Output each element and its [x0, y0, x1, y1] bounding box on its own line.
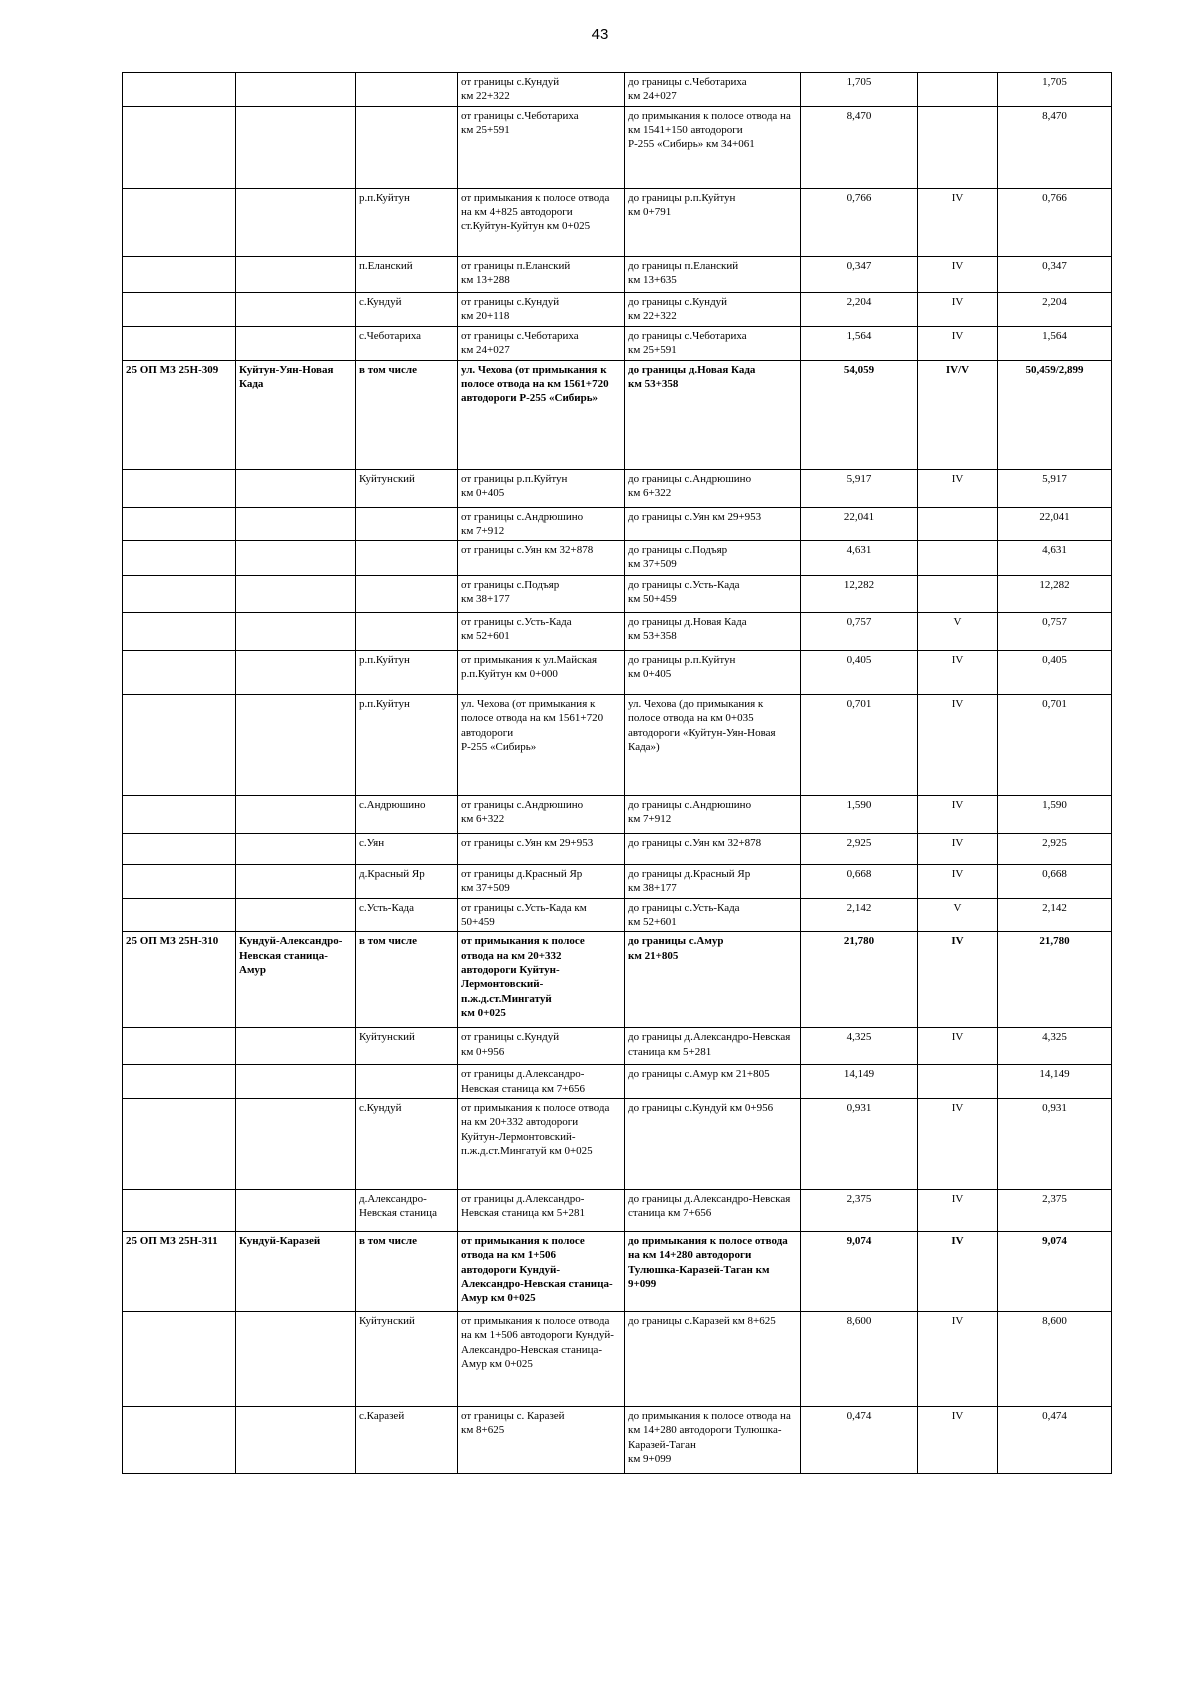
length-cell: 5,917: [801, 469, 918, 507]
length-cell: 1,590: [801, 796, 918, 834]
table-row: [123, 73, 1112, 107]
from-cell: от границы д.Александро- Невская станица км 5+281: [458, 1189, 625, 1231]
to-cell: до примыкания к полосе отвода на км 1541+150 автодороги Р-255 «Сибирь» км 34+061: [625, 106, 801, 188]
length-by-category-cell: 1,705: [998, 73, 1112, 107]
length-cell: 2,375: [801, 1189, 918, 1231]
length-cell: 4,631: [801, 541, 918, 576]
road-name-cell: Куйтун-Уян-Новая Када: [236, 360, 356, 469]
table-row: [123, 865, 1112, 899]
road-id-cell: [123, 834, 236, 865]
length-cell: 2,925: [801, 834, 918, 865]
from-cell: от примыкания к полосе отвода на км 20+332 автодороги Куйтун-Лермонтовский- п.ж.д.ст.Мингатуй км 0+025: [458, 1098, 625, 1189]
category-cell: IV: [918, 1098, 998, 1189]
length-cell: 0,474: [801, 1406, 918, 1473]
table-row: [123, 360, 1112, 469]
from-cell: ул. Чехова (от примыкания к полосе отвода на км 1561+720 автодороги Р-255 «Сибирь»: [458, 695, 625, 796]
length-cell: 14,149: [801, 1065, 918, 1099]
road-id-cell: [123, 651, 236, 695]
road-id-cell: [123, 292, 236, 326]
road-id-cell: [123, 1406, 236, 1473]
road-name-cell: [236, 292, 356, 326]
length-by-category-cell: 8,470: [998, 106, 1112, 188]
table-row: [123, 469, 1112, 507]
from-cell: от границы с.Кундуй км 0+956: [458, 1028, 625, 1065]
from-cell: от границы д.Александро- Невская станица км 7+656: [458, 1065, 625, 1099]
settlement-cell: с.Кундуй: [356, 292, 458, 326]
page-number: 43: [591, 26, 609, 43]
road-name-cell: [236, 576, 356, 613]
to-cell: до границы с.Чеботариха км 24+027: [625, 73, 801, 107]
road-id-cell: [123, 1311, 236, 1406]
from-cell: от границы с.Подъяр км 38+177: [458, 576, 625, 613]
from-cell: от границы с.Чеботариха км 25+591: [458, 106, 625, 188]
length-cell: 1,564: [801, 326, 918, 360]
table-row: [123, 188, 1112, 256]
category-cell: IV: [918, 1028, 998, 1065]
to-cell: до границы с.Кундуй км 0+956: [625, 1098, 801, 1189]
settlement-cell: с.Каразей: [356, 1406, 458, 1473]
road-id-cell: [123, 256, 236, 292]
table-row: [123, 507, 1112, 541]
from-cell: от границы с.Уян км 32+878: [458, 541, 625, 576]
from-cell: ул. Чехова (от примыкания к полосе отвода на км 1561+720 автодороги Р-255 «Сибирь»: [458, 360, 625, 469]
road-id-cell: [123, 865, 236, 899]
length-cell: 12,282: [801, 576, 918, 613]
to-cell: до примыкания к полосе отвода на км 14+280 автодороги Тулюшка- Каразей-Таган км 9+099: [625, 1406, 801, 1473]
to-cell: до границы р.п.Куйтун км 0+405: [625, 651, 801, 695]
length-by-category-cell: 0,474: [998, 1406, 1112, 1473]
roads-table: [122, 72, 1112, 1474]
to-cell: до границы с.Амур км 21+805: [625, 932, 801, 1028]
category-cell: IV: [918, 469, 998, 507]
road-name-cell: [236, 1311, 356, 1406]
category-cell: V: [918, 613, 998, 651]
from-cell: от границы с.Андрюшино км 7+912: [458, 507, 625, 541]
to-cell: до границы с.Амур км 21+805: [625, 1065, 801, 1099]
length-cell: 0,668: [801, 865, 918, 899]
length-by-category-cell: 50,459/2,899: [998, 360, 1112, 469]
length-by-category-cell: 21,780: [998, 932, 1112, 1028]
road-id-cell: [123, 613, 236, 651]
length-by-category-cell: 2,375: [998, 1189, 1112, 1231]
from-cell: от границы д.Красный Яр км 37+509: [458, 865, 625, 899]
table-row: [123, 256, 1112, 292]
category-cell: [918, 73, 998, 107]
road-name-cell: [236, 469, 356, 507]
road-id-cell: [123, 1189, 236, 1231]
settlement-cell: в том числе: [356, 932, 458, 1028]
category-cell: IV: [918, 651, 998, 695]
table-row: [123, 613, 1112, 651]
length-by-category-cell: 8,600: [998, 1311, 1112, 1406]
table-row: [123, 106, 1112, 188]
length-by-category-cell: 0,766: [998, 188, 1112, 256]
length-by-category-cell: 0,405: [998, 651, 1112, 695]
settlement-cell: [356, 106, 458, 188]
to-cell: до границы д.Александро-Невская станица км 5+281: [625, 1028, 801, 1065]
road-id-cell: [123, 106, 236, 188]
to-cell: ул. Чехова (до примыкания к полосе отвода на км 0+035 автодороги «Куйтун-Уян-Новая Када»): [625, 695, 801, 796]
settlement-cell: [356, 613, 458, 651]
table-row: [123, 796, 1112, 834]
length-by-category-cell: 2,142: [998, 898, 1112, 932]
length-cell: 2,142: [801, 898, 918, 932]
category-cell: [918, 576, 998, 613]
category-cell: [918, 507, 998, 541]
length-by-category-cell: 5,917: [998, 469, 1112, 507]
category-cell: IV: [918, 292, 998, 326]
category-cell: IV: [918, 932, 998, 1028]
road-name-cell: [236, 834, 356, 865]
road-id-cell: [123, 188, 236, 256]
table-row: [123, 1065, 1112, 1099]
category-cell: IV: [918, 865, 998, 899]
road-name-cell: [236, 1028, 356, 1065]
road-id-cell: [123, 695, 236, 796]
to-cell: до границы р.п.Куйтун км 0+791: [625, 188, 801, 256]
road-name-cell: [236, 256, 356, 292]
from-cell: от границы с.Чеботариха км 24+027: [458, 326, 625, 360]
road-id-cell: [123, 1065, 236, 1099]
road-id-cell: [123, 1028, 236, 1065]
road-id-cell: 25 ОП МЗ 25Н-310: [123, 932, 236, 1028]
table-row: [123, 1189, 1112, 1231]
settlement-cell: с.Андрюшино: [356, 796, 458, 834]
to-cell: до границы д.Красный Яр км 38+177: [625, 865, 801, 899]
settlement-cell: в том числе: [356, 1231, 458, 1311]
road-name-cell: [236, 796, 356, 834]
length-cell: 2,204: [801, 292, 918, 326]
length-cell: 8,600: [801, 1311, 918, 1406]
road-name-cell: [236, 541, 356, 576]
road-id-cell: 25 ОП МЗ 25Н-311: [123, 1231, 236, 1311]
category-cell: [918, 106, 998, 188]
from-cell: от границы п.Еланский км 13+288: [458, 256, 625, 292]
category-cell: IV: [918, 256, 998, 292]
length-cell: 0,766: [801, 188, 918, 256]
table-body: [123, 73, 1112, 1474]
to-cell: до границы д.Александро-Невская станица км 7+656: [625, 1189, 801, 1231]
category-cell: IV: [918, 695, 998, 796]
table-row: [123, 898, 1112, 932]
road-id-cell: [123, 576, 236, 613]
to-cell: до границы с.Каразей км 8+625: [625, 1311, 801, 1406]
from-cell: от границы с.Кундуй км 22+322: [458, 73, 625, 107]
road-name-cell: [236, 507, 356, 541]
road-name-cell: [236, 73, 356, 107]
length-by-category-cell: 0,347: [998, 256, 1112, 292]
road-id-cell: [123, 73, 236, 107]
category-cell: IV: [918, 188, 998, 256]
from-cell: от границы р.п.Куйтун км 0+405: [458, 469, 625, 507]
to-cell: до границы с.Андрюшино км 6+322: [625, 469, 801, 507]
table-row: [123, 1231, 1112, 1311]
table-row: [123, 932, 1112, 1028]
length-cell: 22,041: [801, 507, 918, 541]
settlement-cell: [356, 73, 458, 107]
road-id-cell: [123, 507, 236, 541]
length-by-category-cell: 22,041: [998, 507, 1112, 541]
from-cell: от границы с.Уян км 29+953: [458, 834, 625, 865]
settlement-cell: [356, 576, 458, 613]
table-row: [123, 292, 1112, 326]
to-cell: до границы с.Подъяр км 37+509: [625, 541, 801, 576]
length-cell: 54,059: [801, 360, 918, 469]
category-cell: IV: [918, 796, 998, 834]
table-row: [123, 651, 1112, 695]
settlement-cell: д.Александро- Невская станица: [356, 1189, 458, 1231]
length-by-category-cell: 0,757: [998, 613, 1112, 651]
from-cell: от примыкания к полосе отвода на км 20+332 автодороги Куйтун- Лермонтовский- п.ж.д.ст.Мингатуй км 0+025: [458, 932, 625, 1028]
from-cell: от границы с. Каразей км 8+625: [458, 1406, 625, 1473]
road-name-cell: [236, 188, 356, 256]
to-cell: до границы с.Уян км 29+953: [625, 507, 801, 541]
road-name-cell: Кундуй-Александро- Невская станица- Амур: [236, 932, 356, 1028]
length-by-category-cell: 1,590: [998, 796, 1112, 834]
to-cell: до границы с.Уян км 32+878: [625, 834, 801, 865]
category-cell: IV/V: [918, 360, 998, 469]
road-name-cell: [236, 1098, 356, 1189]
from-cell: от примыкания к полосе отвода на км 1+506 автодороги Кундуй- Александро-Невская станица- Амур км 0+025: [458, 1231, 625, 1311]
road-id-cell: [123, 1098, 236, 1189]
from-cell: от границы с.Кундуй км 20+118: [458, 292, 625, 326]
settlement-cell: р.п.Куйтун: [356, 695, 458, 796]
road-name-cell: [236, 651, 356, 695]
settlement-cell: р.п.Куйтун: [356, 651, 458, 695]
settlement-cell: с.Уян: [356, 834, 458, 865]
length-cell: 9,074: [801, 1231, 918, 1311]
road-id-cell: [123, 541, 236, 576]
from-cell: от примыкания к полосе отвода на км 4+825 автодороги ст.Куйтун-Куйтун км 0+025: [458, 188, 625, 256]
road-name-cell: [236, 1189, 356, 1231]
from-cell: от границы с.Усть-Када км 50+459: [458, 898, 625, 932]
length-cell: 0,405: [801, 651, 918, 695]
table-row: [123, 1028, 1112, 1065]
road-id-cell: [123, 326, 236, 360]
settlement-cell: Куйтунский: [356, 469, 458, 507]
category-cell: IV: [918, 1231, 998, 1311]
length-cell: 21,780: [801, 932, 918, 1028]
to-cell: до границы с.Чеботариха км 25+591: [625, 326, 801, 360]
category-cell: IV: [918, 326, 998, 360]
road-name-cell: [236, 613, 356, 651]
length-cell: 0,701: [801, 695, 918, 796]
to-cell: до границы д.Новая Када км 53+358: [625, 613, 801, 651]
length-cell: 0,931: [801, 1098, 918, 1189]
settlement-cell: р.п.Куйтун: [356, 188, 458, 256]
category-cell: [918, 541, 998, 576]
category-cell: [918, 1065, 998, 1099]
from-cell: от примыкания к полосе отвода на км 1+506 автодороги Кундуй- Александро-Невская станица- Амур км 0+025: [458, 1311, 625, 1406]
category-cell: IV: [918, 1189, 998, 1231]
length-by-category-cell: 9,074: [998, 1231, 1112, 1311]
from-cell: от границы с.Андрюшино км 6+322: [458, 796, 625, 834]
length-by-category-cell: 4,325: [998, 1028, 1112, 1065]
length-by-category-cell: 12,282: [998, 576, 1112, 613]
road-id-cell: 25 ОП МЗ 25Н-309: [123, 360, 236, 469]
road-name-cell: [236, 106, 356, 188]
length-by-category-cell: 0,701: [998, 695, 1112, 796]
settlement-cell: с.Усть-Када: [356, 898, 458, 932]
length-cell: 1,705: [801, 73, 918, 107]
settlement-cell: Куйтунский: [356, 1311, 458, 1406]
settlement-cell: [356, 507, 458, 541]
settlement-cell: [356, 541, 458, 576]
to-cell: до границы с.Усть-Када км 52+601: [625, 898, 801, 932]
road-name-cell: [236, 1406, 356, 1473]
road-name-cell: [236, 865, 356, 899]
settlement-cell: [356, 1065, 458, 1099]
length-cell: 0,757: [801, 613, 918, 651]
length-by-category-cell: 4,631: [998, 541, 1112, 576]
length-cell: 8,470: [801, 106, 918, 188]
to-cell: до примыкания к полосе отвода на км 14+280 автодороги Тулюшка-Каразей-Таган км 9+099: [625, 1231, 801, 1311]
to-cell: до границы д.Новая Када км 53+358: [625, 360, 801, 469]
settlement-cell: д.Красный Яр: [356, 865, 458, 899]
road-id-cell: [123, 898, 236, 932]
road-id-cell: [123, 796, 236, 834]
road-name-cell: Кундуй-Каразей: [236, 1231, 356, 1311]
length-by-category-cell: 1,564: [998, 326, 1112, 360]
settlement-cell: Куйтунский: [356, 1028, 458, 1065]
road-name-cell: [236, 695, 356, 796]
category-cell: IV: [918, 1311, 998, 1406]
road-name-cell: [236, 898, 356, 932]
from-cell: от примыкания к ул.Майская р.п.Куйтун км 0+000: [458, 651, 625, 695]
category-cell: IV: [918, 834, 998, 865]
settlement-cell: с.Кундуй: [356, 1098, 458, 1189]
length-by-category-cell: 14,149: [998, 1065, 1112, 1099]
table-row: [123, 1406, 1112, 1473]
table-row: [123, 541, 1112, 576]
length-cell: 0,347: [801, 256, 918, 292]
length-by-category-cell: 2,925: [998, 834, 1112, 865]
length-cell: 4,325: [801, 1028, 918, 1065]
road-name-cell: [236, 1065, 356, 1099]
table-row: [123, 695, 1112, 796]
length-by-category-cell: 0,668: [998, 865, 1112, 899]
table-row: [123, 834, 1112, 865]
to-cell: до границы с.Андрюшино км 7+912: [625, 796, 801, 834]
settlement-cell: с.Чеботариха: [356, 326, 458, 360]
settlement-cell: в том числе: [356, 360, 458, 469]
from-cell: от границы с.Усть-Када км 52+601: [458, 613, 625, 651]
settlement-cell: п.Еланский: [356, 256, 458, 292]
category-cell: V: [918, 898, 998, 932]
table-row: [123, 1098, 1112, 1189]
to-cell: до границы с.Усть-Када км 50+459: [625, 576, 801, 613]
table-row: [123, 576, 1112, 613]
table-row: [123, 1311, 1112, 1406]
road-name-cell: [236, 326, 356, 360]
length-by-category-cell: 0,931: [998, 1098, 1112, 1189]
length-by-category-cell: 2,204: [998, 292, 1112, 326]
to-cell: до границы с.Кундуй км 22+322: [625, 292, 801, 326]
road-id-cell: [123, 469, 236, 507]
to-cell: до границы п.Еланский км 13+635: [625, 256, 801, 292]
category-cell: IV: [918, 1406, 998, 1473]
table-row: [123, 326, 1112, 360]
